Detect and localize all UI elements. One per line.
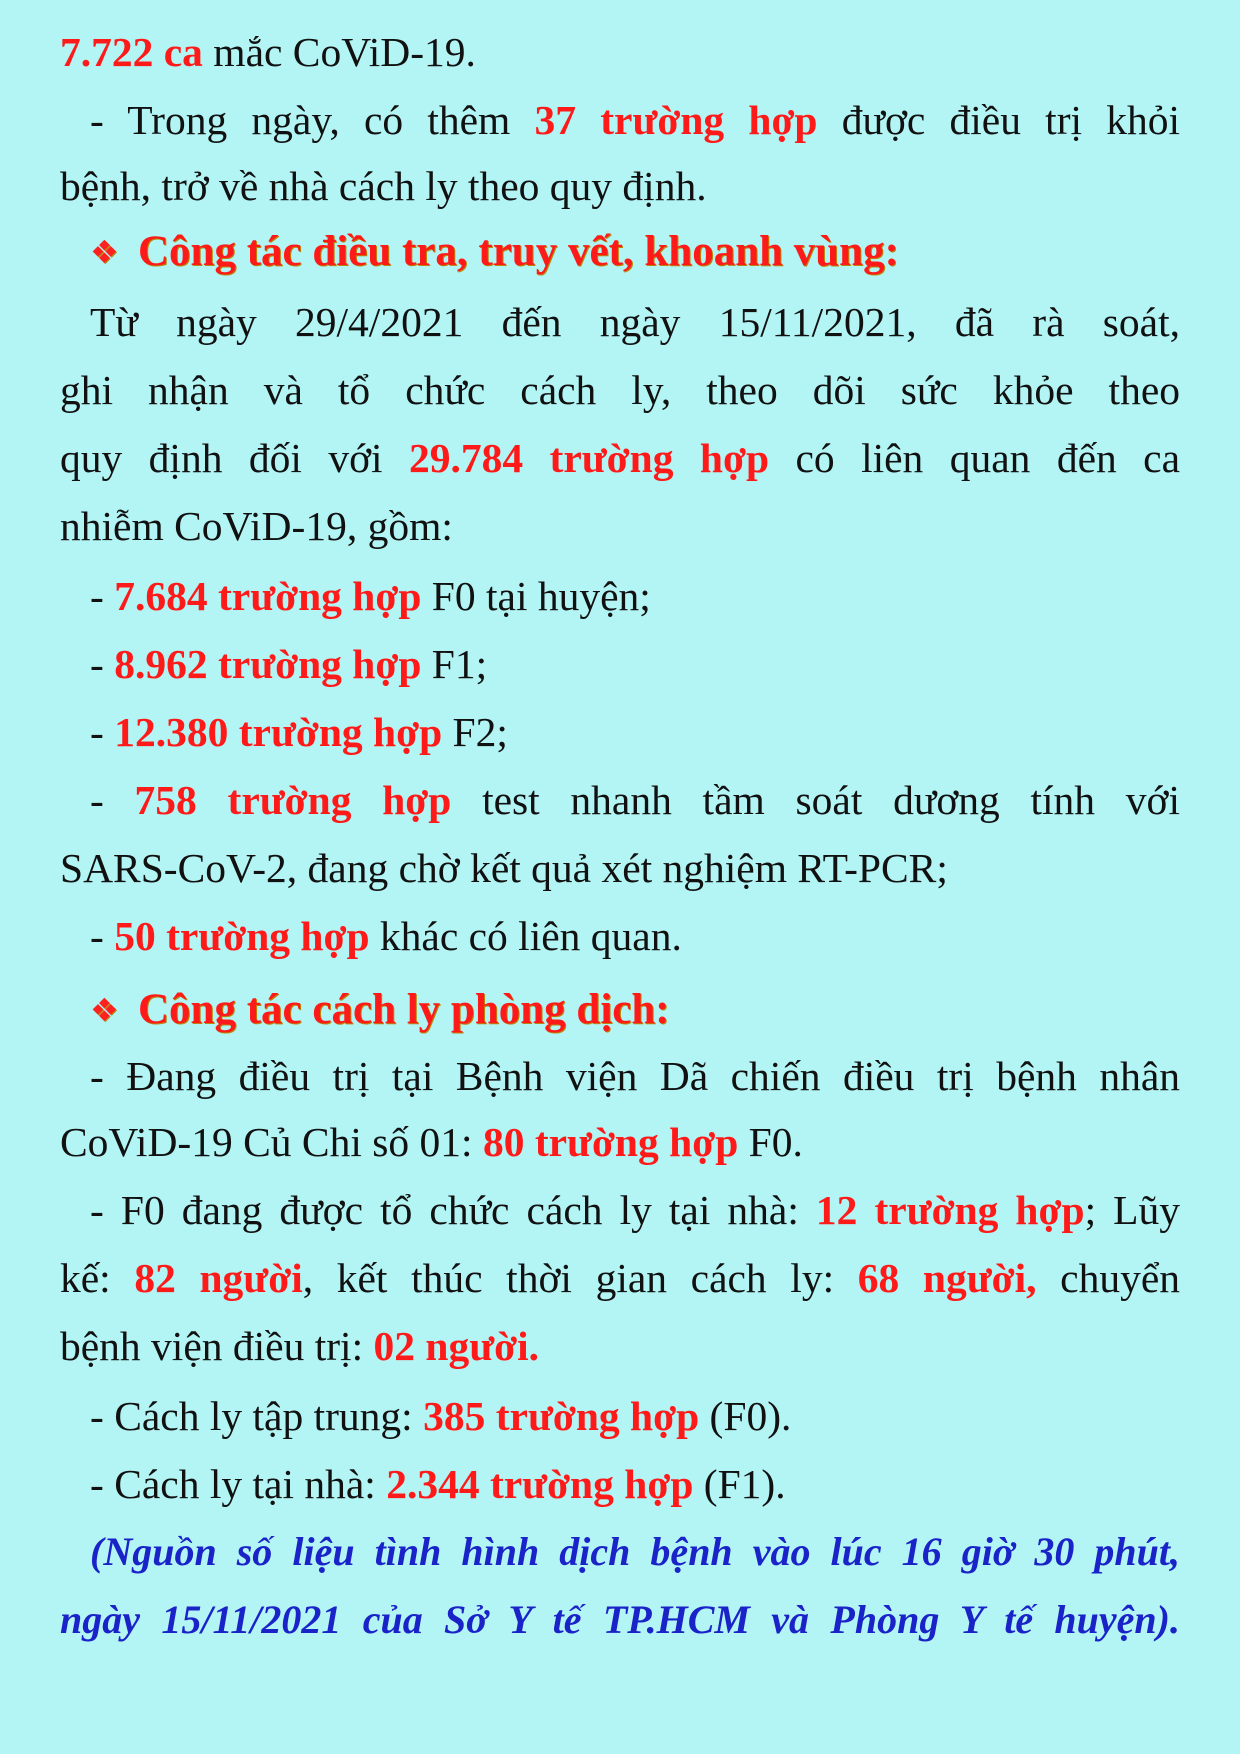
list-item: - Cách ly tại nhà: 2.344 trường hợp (F1). bbox=[90, 1461, 786, 1507]
intro-line-1: 7.722 ca mắc CoViD-19. bbox=[60, 29, 476, 75]
highlight-number: 7.722 ca bbox=[60, 29, 203, 75]
intro-line-2: - Trong ngày, có thêm 37 trường hợp được điều trị khỏi bbox=[90, 97, 1181, 143]
source-note: (Nguồn số liệu tình hình dịch bệnh vào lúc 16 giờ 30 phút, bbox=[90, 1529, 1180, 1574]
paragraph-line: - Đang điều trị tại Bệnh viện Dã chiến điều trị bệnh nhân bbox=[90, 1053, 1180, 1099]
highlight-number: 12 trường hợp bbox=[815, 1187, 1085, 1233]
list-item: - 758 trường hợp test nhanh tầm soát dương tính với bbox=[90, 777, 1180, 823]
paragraph-line: Từ ngày 29/4/2021 đến ngày 15/11/2021, đã rà soát, bbox=[90, 299, 1180, 345]
highlight-number: 758 trường hợp bbox=[134, 777, 452, 823]
list-item: - 50 trường hợp khác có liên quan. bbox=[90, 913, 682, 959]
highlight-number: 2.344 trường hợp bbox=[386, 1461, 694, 1507]
list-item: - Cách ly tập trung: 385 trường hợp (F0). bbox=[90, 1393, 792, 1439]
paragraph-line: quy định đối với 29.784 trường hợp có liên quan đến ca bbox=[60, 435, 1181, 481]
list-item: - 7.684 trường hợp F0 tại huyện; bbox=[90, 573, 651, 619]
highlight-number: 385 trường hợp bbox=[423, 1393, 700, 1439]
highlight-number: 80 trường hợp bbox=[482, 1119, 739, 1165]
list-item: - 8.962 trường hợp F1; bbox=[90, 641, 488, 687]
highlight-number: 82 người bbox=[134, 1255, 303, 1301]
highlight-number: 50 trường hợp bbox=[114, 913, 370, 959]
section-heading-investigation: ❖ Công tác điều tra, truy vết, khoanh vùng: bbox=[60, 222, 899, 282]
paragraph-line: - F0 đang được tổ chức cách ly tại nhà: 12 trường hợp; Lũy bbox=[90, 1187, 1180, 1233]
paragraph-line: kế: 82 người, kết thúc thời gian cách ly: 68 người, chuyển bbox=[60, 1255, 1180, 1301]
diamond-bullet-icon: ❖ bbox=[90, 233, 119, 271]
paragraph-line: nhiễm CoViD-19, gồm: bbox=[60, 503, 453, 549]
highlight-number: 29.784 trường hợp bbox=[408, 435, 770, 481]
highlight-number: 02 người. bbox=[373, 1323, 539, 1369]
paragraph-line: ghi nhận và tổ chức cách ly, theo dõi sức khỏe theo bbox=[60, 367, 1180, 413]
list-item-continued: SARS-CoV-2, đang chờ kết quả xét nghiệm RT-PCR; bbox=[60, 845, 948, 891]
diamond-bullet-icon: ❖ bbox=[90, 991, 119, 1029]
source-note: ngày 15/11/2021 của Sở Y tế TP.HCM và Phòng Y tế huyện). bbox=[60, 1597, 1180, 1642]
highlight-number: 68 người, bbox=[857, 1255, 1037, 1301]
highlight-number: 7.684 trường hợp bbox=[114, 573, 422, 619]
highlight-number: 37 trường hợp bbox=[534, 97, 818, 143]
highlight-number: 12.380 trường hợp bbox=[114, 709, 443, 755]
highlight-number: 8.962 trường hợp bbox=[114, 641, 422, 687]
intro-line-3: bệnh, trở về nhà cách ly theo quy định. bbox=[60, 163, 707, 209]
paragraph-line: bệnh viện điều trị: 02 người. bbox=[60, 1323, 539, 1369]
section-heading-quarantine: ❖ Công tác cách ly phòng dịch: bbox=[60, 980, 670, 1040]
list-item: - 12.380 trường hợp F2; bbox=[90, 709, 508, 755]
paragraph-line: CoViD-19 Củ Chi số 01: 80 trường hợp F0. bbox=[60, 1119, 803, 1165]
